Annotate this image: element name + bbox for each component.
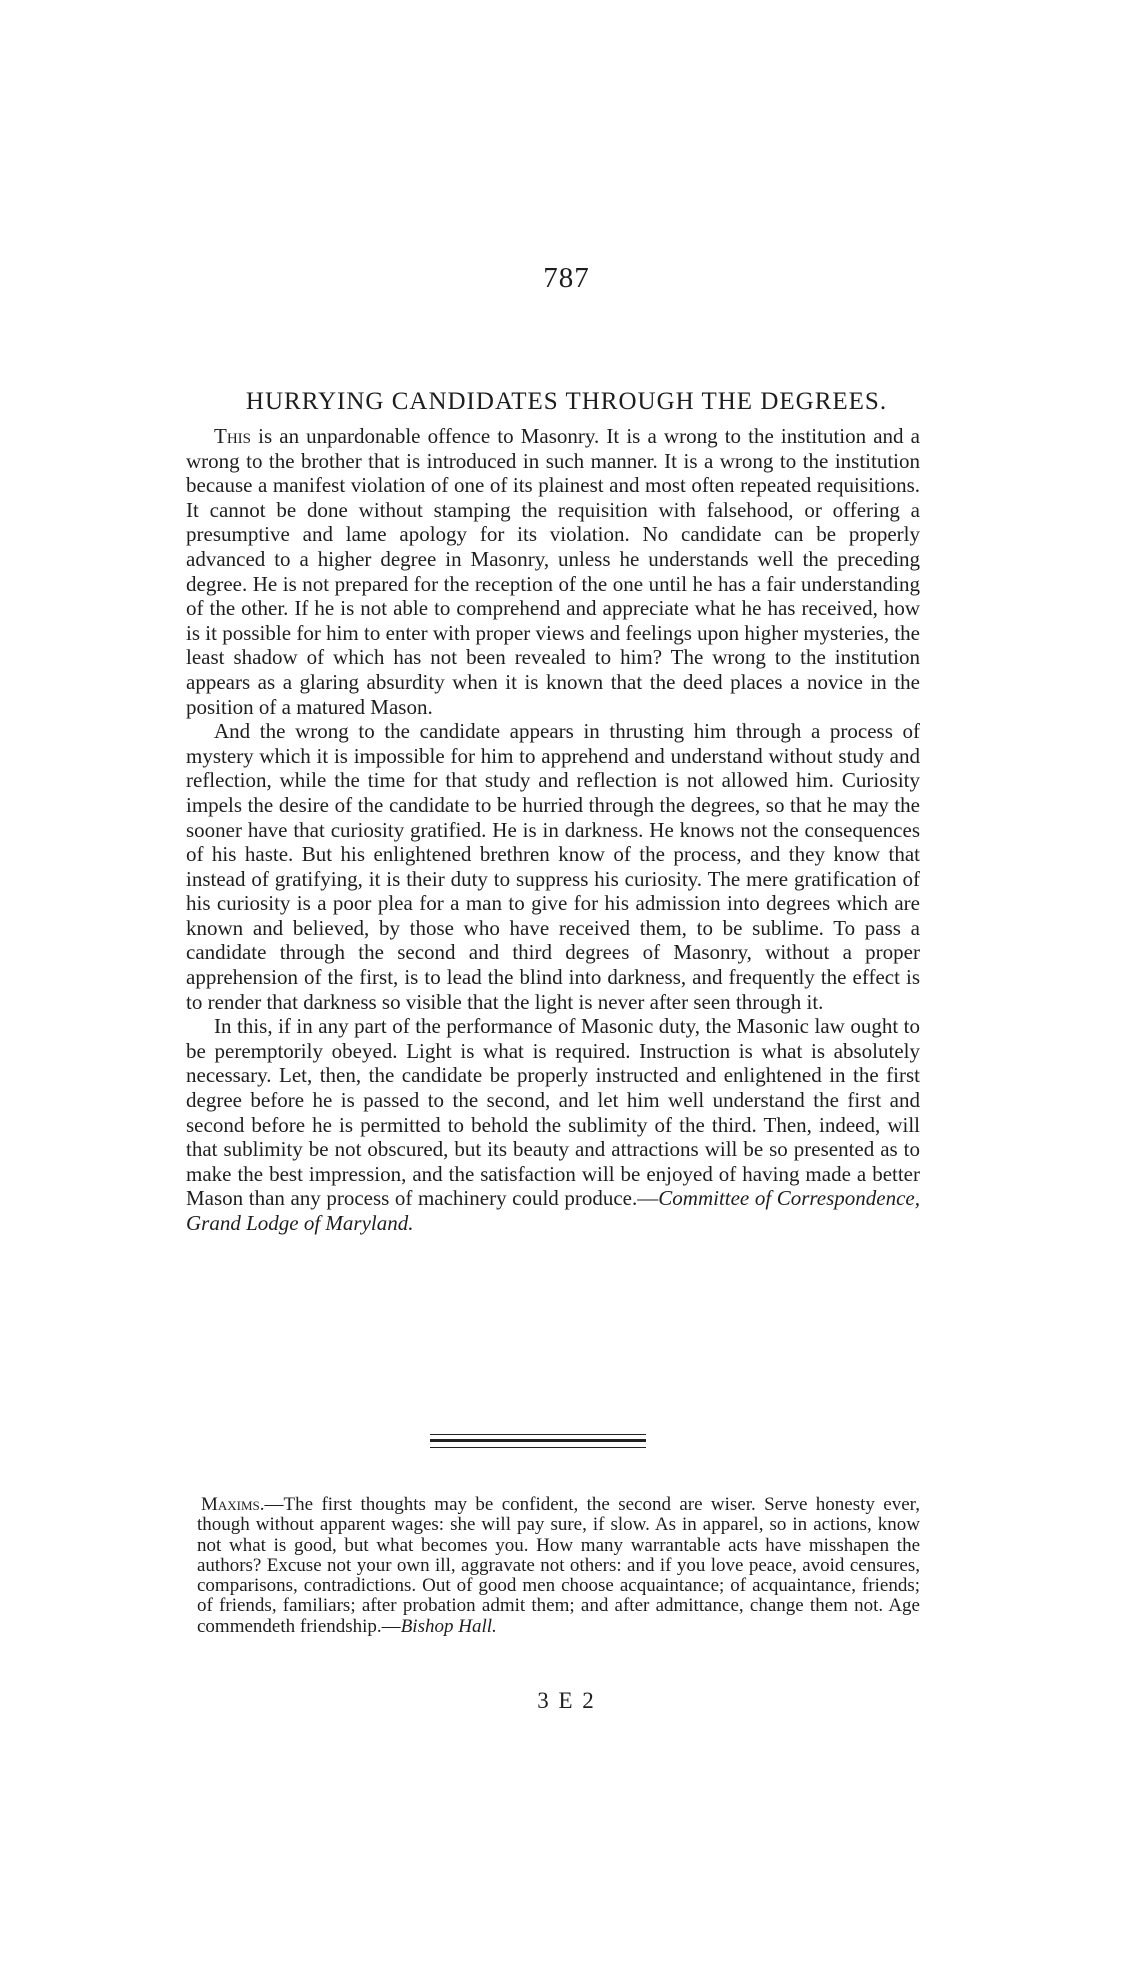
divider-thin-line [430, 1447, 646, 1448]
maxims-block [197, 1495, 920, 1637]
article-paragraph-3 [186, 1014, 920, 1235]
section-divider [430, 1434, 646, 1448]
paragraph-text: In this, if in any part of the performance of Masonic duty, the Masonic law ought to be peremptorily obeyed. Light is what is required. Instruction is what is absolutely necessary. Let, then, the candidate be properly instructed and enlightened in the first degree before he is passed to the second, and let him well understand the first and second before he is permitted to behold the sublimity of the third. Then, indeed, will that sublimity be not obscured, but its beauty and attractions will be so presented as to make the best impression, and the satisfaction will be enjoyed of having made a better Mason than any process of machinery could produce.— [186, 1014, 920, 1211]
maxims-text: —The first thoughts may be confident, the second are wiser. Serve honesty ever, though without apparent wages: she will pay sure, if slow. As in apparel, so in actions, know not what is good, but what becomes you. How many warrantable acts have misshapen the authors? Excuse not your own ill, aggravate not others: and if you love peace, avoid censures, comparisons, contradictions. Out of good men choose acquaintance; of acquaintance, friends; of friends, familiars; after probation admit them; and after admittance, change them not. Age commendeth friendship.— [197, 1494, 920, 1637]
article-citation: Committee of Correspondence, Grand Lodge of Maryland. [186, 1186, 920, 1235]
printer-signature-mark: 3 E 2 [537, 1688, 596, 1713]
article-paragraph-1 [186, 424, 920, 719]
maxims-lead-word: Maxims. [201, 1494, 265, 1515]
article-body [186, 424, 920, 1236]
paragraph-lead-word: This [214, 424, 251, 448]
page-number: 787 [543, 262, 590, 294]
maxims-author: Bishop Hall. [400, 1615, 497, 1637]
maxims-paragraph [197, 1495, 920, 1637]
paragraph-text: And the wrong to the candidate appears in thrusting him through a process of mystery which it is impossible for him to apprehend and understand without study and reflection, while the time for that study and reflection is not allowed him. Curiosity impels the desire of the candidate to be hurried through the degrees, so that he may the sooner have that curiosity gratified. He is in darkness. He knows not the consequences of his haste. But his enlightened brethren know of the process, and they know that instead of gratifying, it is their duty to suppress his curiosity. The mere gratification of his curiosity is a poor plea for a man to give for his admission into degrees which are known and believed, by those who have received them, to be sublime. To pass a candidate through the second and third degrees of Masonry, without a proper apprehension of the first, is to lead the blind into darkness, and frequently the effect is to render that darkness so visible that the light is never after seen through it. [186, 719, 920, 1014]
divider-thick-line [430, 1439, 646, 1442]
divider-thin-line [430, 1434, 646, 1435]
article-paragraph-2 [186, 719, 920, 1014]
article-title: HURRYING CANDIDATES THROUGH THE DEGREES. [245, 388, 888, 415]
paragraph-text: is an unpardonable offence to Masonry. It is a wrong to the institution and a wrong to the brother that is introduced in such manner. It is a wrong to the institution because a manifest violation of one of its plainest and most often repeated requisitions. It cannot be done without stamping the requisition with falsehood, or offering a presumptive and lame apology for its violation. No candidate can be properly advanced to a higher degree in Masonry, unless he understands well the preceding degree. He is not prepared for the reception of the one until he has a fair understanding of the other. If he is not able to comprehend and appreciate what he has received, how is it possible for him to enter with proper views and feelings upon higher mysteries, the least shadow of which has not been revealed to him? The wrong to the institution appears as a glaring absurdity when it is known that the deed places a novice in the position of a matured Mason. [186, 424, 920, 719]
